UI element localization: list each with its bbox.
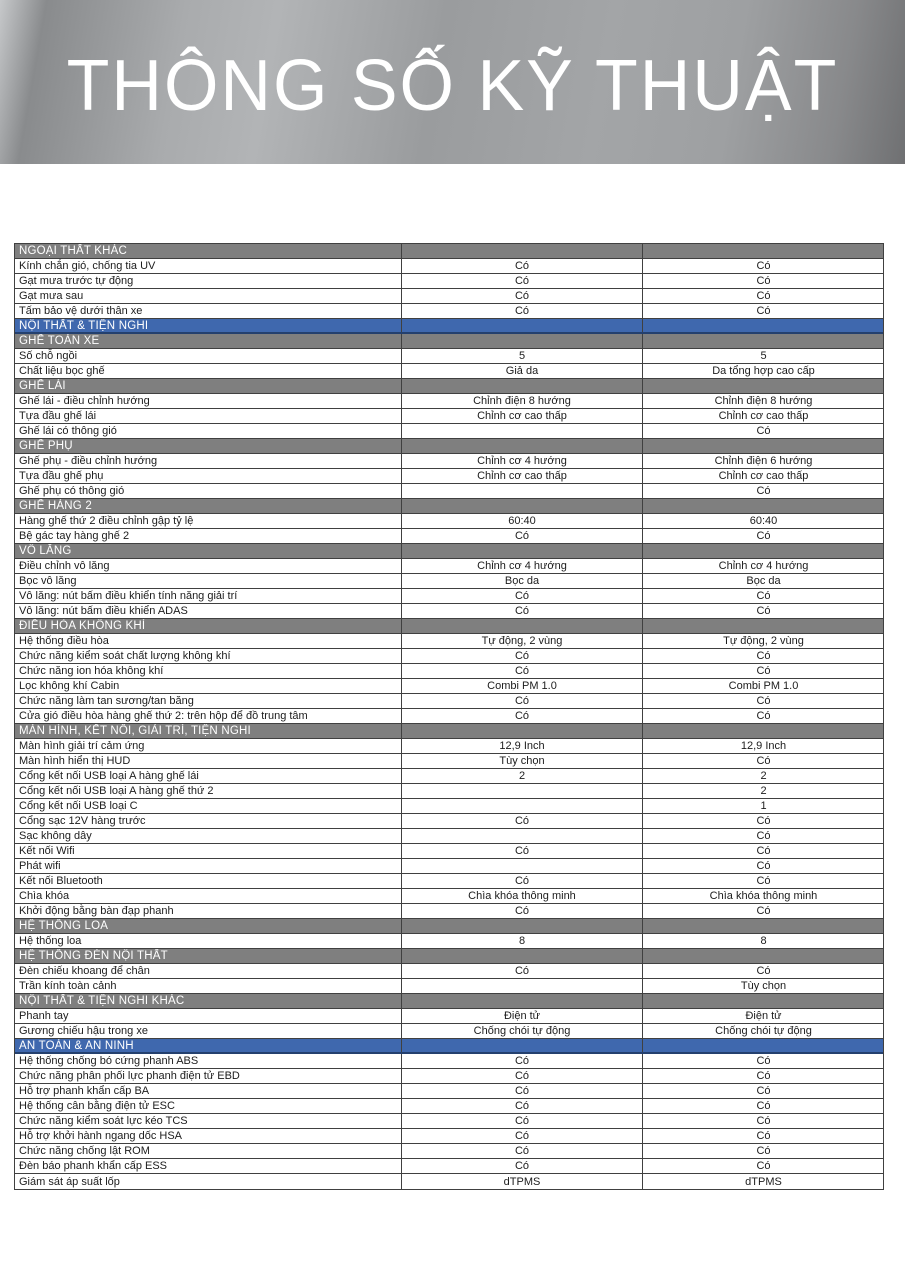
spec-value-variant-1: Có (402, 1099, 643, 1113)
spec-row (15, 364, 883, 379)
spec-value-variant-2: Có (756, 590, 771, 602)
spec-value-variant-1: Có (402, 664, 643, 678)
spec-label: Ghế phụ - điều chỉnh hướng (15, 454, 402, 468)
spec-value-variant-2: Tùy chọn (740, 980, 787, 992)
spec-row (15, 784, 883, 799)
spec-value-variant-2 (643, 724, 884, 738)
spec-label: Hệ thống loa (15, 934, 402, 948)
section-header-row (15, 994, 883, 1009)
spec-label: Chức năng chống lật ROM (15, 1144, 402, 1158)
spec-value-variant-2: Có (756, 755, 771, 767)
spec-value-variant-2 (643, 379, 884, 393)
spec-value-variant-2: Có (756, 290, 771, 302)
spec-row (15, 904, 883, 919)
spec-row (15, 649, 883, 664)
spec-value-variant-1: Chỉnh cơ 4 hướng (402, 454, 643, 468)
section-header-row (15, 439, 883, 454)
spec-value-variant-1: Chỉnh điện 8 hướng (402, 394, 643, 408)
spec-value-variant-1: 5 (402, 349, 643, 363)
spec-value-variant-2: Có (756, 665, 771, 677)
spec-row (15, 1009, 883, 1024)
spec-table (14, 243, 884, 1190)
spec-value-variant-1 (402, 799, 643, 813)
spec-label: Vô lăng: nút bấm điều khiển tính năng giải trí (15, 589, 402, 603)
spec-value-variant-2 (643, 334, 884, 348)
spec-value-variant-2: Có (756, 1055, 771, 1067)
spec-label: Bọc vô lăng (15, 574, 402, 588)
section-title: GHẾ PHỤ (15, 439, 402, 453)
spec-value-variant-2: Có (756, 275, 771, 287)
spec-value-variant-1 (402, 334, 643, 348)
spec-value-variant-1 (402, 784, 643, 798)
spec-value-variant-2: Chìa khóa thông minh (709, 890, 818, 902)
section-header-row (15, 949, 883, 964)
spec-label: Màn hình hiển thị HUD (15, 754, 402, 768)
spec-label: Chất liệu bọc ghế (15, 364, 402, 378)
spec-label: Ghế lái có thông gió (15, 424, 402, 438)
header-banner (0, 0, 905, 164)
spec-value-variant-1 (402, 484, 643, 498)
spec-value-variant-2: 12,9 Inch (740, 740, 787, 752)
section-title: HỆ THỐNG LOA (15, 919, 402, 933)
spec-row (15, 1144, 883, 1159)
spec-value-variant-1: Có (402, 874, 643, 888)
spec-value-variant-1 (402, 319, 643, 332)
spec-value-variant-2: Có (756, 1145, 771, 1157)
spec-label: Tựa đầu ghế phụ (15, 469, 402, 483)
spec-row (15, 829, 883, 844)
spec-value-variant-2: Bọc da (746, 575, 781, 587)
spec-value-variant-1: 8 (402, 934, 643, 948)
spec-row (15, 1069, 883, 1084)
section-title: NỘI THẤT & TIỆN NGHI (15, 319, 402, 332)
spec-value-variant-2: Có (756, 485, 771, 497)
spec-value-variant-2: Có (756, 1070, 771, 1082)
spec-value-variant-1: Có (402, 649, 643, 663)
spec-row (15, 259, 883, 274)
spec-row (15, 1129, 883, 1144)
spec-value-variant-2: Chỉnh cơ cao thấp (718, 410, 809, 422)
spec-value-variant-1: Tự động, 2 vùng (402, 634, 643, 648)
spec-value-variant-1: Chìa khóa thông minh (402, 889, 643, 903)
spec-value-variant-1 (402, 619, 643, 633)
spec-value-variant-1: Có (402, 304, 643, 318)
spec-label: Ghế lái - điều chỉnh hướng (15, 394, 402, 408)
spec-value-variant-2: Chống chói tự động (715, 1025, 812, 1037)
section-title: MÀN HÌNH, KẾT NỐI, GIẢI TRÍ, TIỆN NGHI (15, 724, 402, 738)
spec-row (15, 1114, 883, 1129)
spec-value-variant-2: 2 (760, 770, 767, 782)
spec-value-variant-1: Có (402, 814, 643, 828)
spec-row (15, 469, 883, 484)
spec-label: Giám sát áp suất lốp (15, 1174, 402, 1189)
spec-value-variant-2: Có (756, 905, 771, 917)
spec-value-variant-2 (643, 319, 884, 332)
spec-value-variant-2: Có (756, 965, 771, 977)
section-header-row (15, 499, 883, 514)
spec-row (15, 484, 883, 499)
section-title: NGOẠI THẤT KHÁC (15, 244, 402, 258)
spec-value-variant-1: Có (402, 1054, 643, 1068)
section-header-row (15, 334, 883, 349)
spec-value-variant-2: Có (756, 860, 771, 872)
spec-row (15, 679, 883, 694)
spec-value-variant-1: Có (402, 604, 643, 618)
spec-row (15, 559, 883, 574)
spec-label: Cổng kết nối USB loại C (15, 799, 402, 813)
section-header-row (15, 244, 883, 259)
spec-row (15, 1099, 883, 1114)
spec-value-variant-1 (402, 724, 643, 738)
spec-row (15, 274, 883, 289)
spec-value-variant-1: Chống chói tự động (402, 1024, 643, 1038)
spec-label: Cửa gió điều hòa hàng ghế thứ 2: trên hộp để đồ trung tâm (15, 709, 402, 723)
section-title: GHẾ LÁI (15, 379, 402, 393)
section-title: VÔ LĂNG (15, 544, 402, 558)
spec-value-variant-1: Có (402, 1114, 643, 1128)
spec-value-variant-2: Có (756, 260, 771, 272)
spec-row (15, 769, 883, 784)
spec-label: Kết nối Wifi (15, 844, 402, 858)
spec-label: Chìa khóa (15, 889, 402, 903)
spec-value-variant-2: 1 (760, 800, 767, 812)
spec-value-variant-1 (402, 859, 643, 873)
spec-value-variant-1: 12,9 Inch (402, 739, 643, 753)
spec-row (15, 289, 883, 304)
spec-label: Màn hình giải trí cảm ứng (15, 739, 402, 753)
spec-value-variant-1: Có (402, 259, 643, 273)
spec-label: Cổng sạc 12V hàng trước (15, 814, 402, 828)
spec-label: Hệ thống cân bằng điện tử ESC (15, 1099, 402, 1113)
spec-value-variant-2: Có (756, 605, 771, 617)
spec-value-variant-2 (643, 949, 884, 963)
spec-value-variant-1: Có (402, 844, 643, 858)
spec-value-variant-1: Có (402, 964, 643, 978)
spec-value-variant-2: Có (756, 530, 771, 542)
spec-value-variant-1: Có (402, 274, 643, 288)
spec-label: Số chỗ ngồi (15, 349, 402, 363)
spec-value-variant-1: Chỉnh cơ cao thấp (402, 469, 643, 483)
spec-row (15, 604, 883, 619)
section-title: AN TOÀN & AN NINH (15, 1039, 402, 1052)
spec-label: Cổng kết nối USB loại A hàng ghế thứ 2 (15, 784, 402, 798)
spec-value-variant-2: Có (756, 845, 771, 857)
spec-row (15, 979, 883, 994)
spec-value-variant-1: Có (402, 529, 643, 543)
spec-value-variant-2 (643, 994, 884, 1008)
spec-value-variant-1 (402, 439, 643, 453)
spec-value-variant-2 (643, 619, 884, 633)
spec-label: Trần kính toàn cảnh (15, 979, 402, 993)
spec-value-variant-2: Có (756, 1130, 771, 1142)
spec-row (15, 844, 883, 859)
spec-value-variant-1: Có (402, 1129, 643, 1143)
spec-value-variant-1: 60:40 (402, 514, 643, 528)
spec-value-variant-1 (402, 244, 643, 258)
spec-row (15, 394, 883, 409)
spec-row (15, 1024, 883, 1039)
spec-value-variant-1 (402, 919, 643, 933)
spec-value-variant-2: Có (756, 425, 771, 437)
spec-label: Chức năng kiểm soát lực kéo TCS (15, 1114, 402, 1128)
spec-row (15, 1084, 883, 1099)
section-header-row (15, 919, 883, 934)
spec-value-variant-2: Da tổng hợp cao cấp (712, 365, 815, 377)
spec-label: Sạc không dây (15, 829, 402, 843)
spec-label: Tấm bảo vệ dưới thân xe (15, 304, 402, 318)
spec-value-variant-2: Có (756, 650, 771, 662)
spec-label: Chức năng ion hóa không khí (15, 664, 402, 678)
spec-value-variant-1: Có (402, 589, 643, 603)
spec-value-variant-1: Có (402, 1159, 643, 1173)
section-title: NỘI THẤT & TIỆN NGHI KHÁC (15, 994, 402, 1008)
spec-value-variant-2: Có (756, 305, 771, 317)
section-header-row (15, 319, 883, 334)
spec-row (15, 574, 883, 589)
spec-label: Chức năng kiểm soát chất lượng không khí (15, 649, 402, 663)
spec-label: Hỗ trợ phanh khẩn cấp BA (15, 1084, 402, 1098)
spec-label: Bệ gác tay hàng ghế 2 (15, 529, 402, 543)
spec-value-variant-2: Có (756, 1160, 771, 1172)
spec-value-variant-1: Chỉnh cơ cao thấp (402, 409, 643, 423)
spec-row (15, 934, 883, 949)
spec-value-variant-2 (643, 1039, 884, 1052)
section-title: GHẾ HÀNG 2 (15, 499, 402, 513)
spec-value-variant-2: 60:40 (749, 515, 778, 527)
spec-value-variant-1 (402, 949, 643, 963)
spec-value-variant-1: Có (402, 904, 643, 918)
spec-label: Điều chỉnh vô lăng (15, 559, 402, 573)
spec-row (15, 1159, 883, 1174)
spec-label: Chức năng phân phối lực phanh điện tử EBD (15, 1069, 402, 1083)
spec-value-variant-2: Có (756, 830, 771, 842)
spec-row (15, 454, 883, 469)
spec-value-variant-1 (402, 829, 643, 843)
spec-value-variant-1 (402, 979, 643, 993)
spec-value-variant-2 (643, 919, 884, 933)
spec-row (15, 709, 883, 724)
spec-value-variant-1 (402, 544, 643, 558)
spec-row (15, 409, 883, 424)
spec-row (15, 694, 883, 709)
spec-value-variant-1 (402, 1039, 643, 1052)
spec-label: Đèn chiếu khoang để chân (15, 964, 402, 978)
spec-value-variant-2 (643, 439, 884, 453)
spec-value-variant-1: dTPMS (402, 1174, 643, 1189)
spec-row (15, 1054, 883, 1069)
spec-value-variant-1: Giả da (402, 364, 643, 378)
spec-value-variant-1 (402, 424, 643, 438)
spec-value-variant-2: Chỉnh cơ 4 hướng (718, 560, 809, 572)
spec-value-variant-1 (402, 499, 643, 513)
spec-value-variant-2: Chỉnh điện 8 hướng (714, 395, 813, 407)
spec-label: Hệ thống điều hòa (15, 634, 402, 648)
section-title: HỆ THỐNG ĐÈN NỘI THẤT (15, 949, 402, 963)
spec-value-variant-2: Có (756, 710, 771, 722)
spec-row (15, 529, 883, 544)
section-header-row (15, 544, 883, 559)
spec-value-variant-2: 2 (760, 785, 767, 797)
spec-row (15, 754, 883, 769)
spec-row (15, 964, 883, 979)
spec-label: Hỗ trợ khởi hành ngang dốc HSA (15, 1129, 402, 1143)
section-title: GHẾ TOÀN XE (15, 334, 402, 348)
spec-label: Chức năng làm tan sương/tan băng (15, 694, 402, 708)
spec-row (15, 814, 883, 829)
spec-value-variant-1 (402, 379, 643, 393)
spec-value-variant-2: Chỉnh điện 6 hướng (714, 455, 813, 467)
spec-label: Gạt mưa trước tự động (15, 274, 402, 288)
spec-value-variant-1: Combi PM 1.0 (402, 679, 643, 693)
spec-value-variant-2 (643, 244, 884, 258)
spec-value-variant-1: Có (402, 1084, 643, 1098)
spec-label: Ghế phụ có thông gió (15, 484, 402, 498)
spec-label: Hệ thống chống bó cứng phanh ABS (15, 1054, 402, 1068)
spec-value-variant-2: Tự động, 2 vùng (723, 635, 804, 647)
spec-row (15, 349, 883, 364)
spec-value-variant-1: Chỉnh cơ 4 hướng (402, 559, 643, 573)
spec-value-variant-1: Có (402, 1144, 643, 1158)
spec-row (15, 739, 883, 754)
spec-value-variant-1: Điện tử (402, 1009, 643, 1023)
spec-row (15, 859, 883, 874)
spec-label: Kết nối Bluetooth (15, 874, 402, 888)
spec-value-variant-2: 5 (760, 350, 767, 362)
spec-value-variant-2: Chỉnh cơ cao thấp (718, 470, 809, 482)
spec-value-variant-1: Có (402, 694, 643, 708)
spec-value-variant-1: 2 (402, 769, 643, 783)
spec-label: Phanh tay (15, 1009, 402, 1023)
spec-value-variant-2: Điện tử (745, 1010, 782, 1022)
spec-row (15, 514, 883, 529)
spec-label: Đèn báo phanh khẩn cấp ESS (15, 1159, 402, 1173)
spec-row (15, 1174, 883, 1189)
spec-value-variant-2: Có (756, 875, 771, 887)
spec-row (15, 304, 883, 319)
spec-value-variant-2: 8 (760, 935, 767, 947)
spec-label: Khởi động bằng bàn đạp phanh (15, 904, 402, 918)
spec-value-variant-1: Bọc da (402, 574, 643, 588)
spec-value-variant-1: Có (402, 1069, 643, 1083)
spec-value-variant-2: Có (756, 815, 771, 827)
spec-label: Kính chắn gió, chống tia UV (15, 259, 402, 273)
spec-value-variant-2: Có (756, 1100, 771, 1112)
page-title: THÔNG SỐ KỸ THUẬT (66, 44, 839, 126)
spec-value-variant-2: dTPMS (745, 1175, 782, 1188)
spec-value-variant-2: Có (756, 695, 771, 707)
spec-label: Tựa đầu ghế lái (15, 409, 402, 423)
spec-label: Vô lăng: nút bấm điều khiển ADAS (15, 604, 402, 618)
spec-label: Gương chiếu hậu trong xe (15, 1024, 402, 1038)
spec-row (15, 424, 883, 439)
spec-label: Phát wifi (15, 859, 402, 873)
section-header-row (15, 1039, 883, 1054)
spec-row (15, 634, 883, 649)
spec-value-variant-2 (643, 544, 884, 558)
spec-label: Cổng kết nối USB loại A hàng ghế lái (15, 769, 402, 783)
spec-value-variant-1: Có (402, 289, 643, 303)
spec-label: Gạt mưa sau (15, 289, 402, 303)
spec-row (15, 664, 883, 679)
section-title: ĐIỀU HÒA KHÔNG KHÍ (15, 619, 402, 633)
spec-label: Hàng ghế thứ 2 điều chỉnh gập tỷ lệ (15, 514, 402, 528)
spec-value-variant-1: Có (402, 709, 643, 723)
spec-value-variant-2: Có (756, 1115, 771, 1127)
spec-row (15, 589, 883, 604)
spec-label: Lọc không khí Cabin (15, 679, 402, 693)
spec-row (15, 799, 883, 814)
spec-value-variant-2: Có (756, 1085, 771, 1097)
spec-value-variant-2 (643, 499, 884, 513)
section-header-row (15, 619, 883, 634)
spec-row (15, 874, 883, 889)
spec-value-variant-2: Combi PM 1.0 (728, 680, 799, 692)
spec-row (15, 889, 883, 904)
section-header-row (15, 379, 883, 394)
spec-value-variant-1 (402, 994, 643, 1008)
spec-value-variant-1: Tùy chọn (402, 754, 643, 768)
section-header-row (15, 724, 883, 739)
